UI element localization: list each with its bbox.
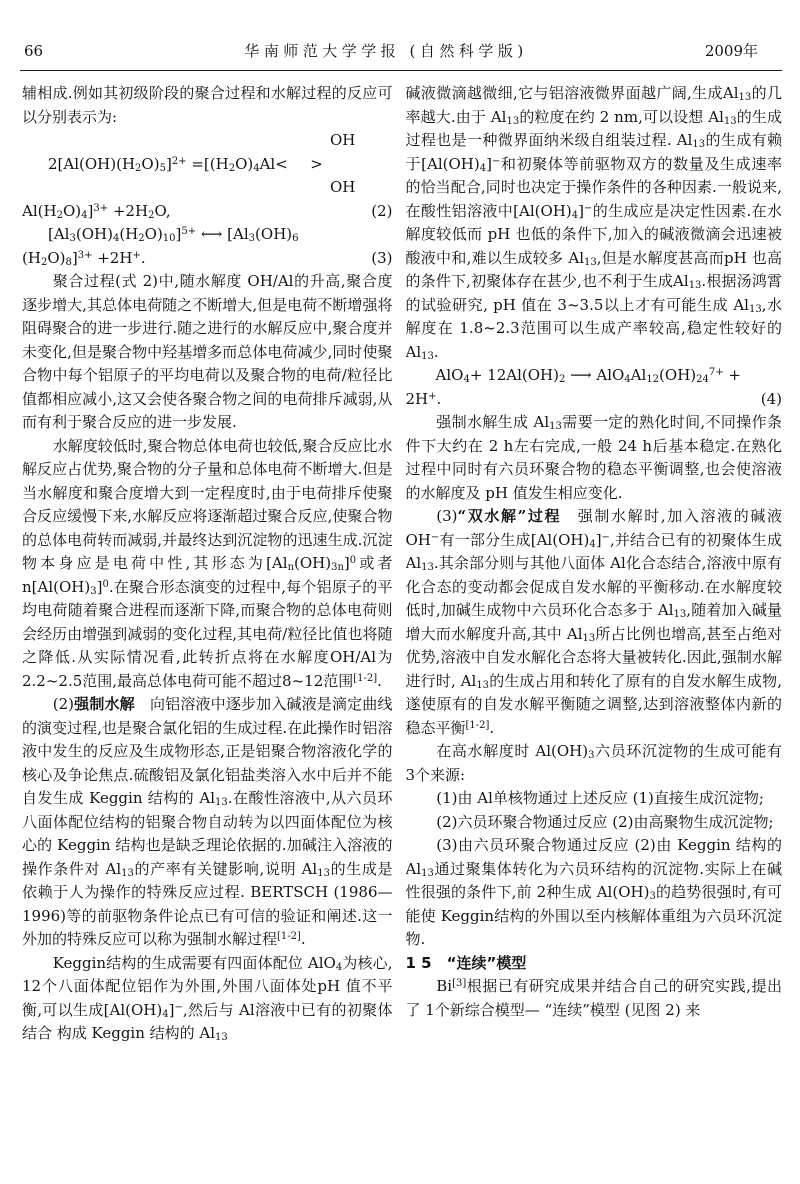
paragraph [406, 740, 783, 787]
equation-line [22, 129, 393, 153]
text-run: 水解度较低时,聚合物总体电荷也较低,聚合反应比水解反应占优势,聚合物的分子量和总体电荷不断增大.但是当水解度和聚合度增大到一定程度时,由于电荷排斥使聚合反应缓慢下来,水解反应将逐渐超过聚合反应,使聚合物的总体电荷转而减弱,并最终达到沉淀物的迅速生成.沉淀物本身应是电荷中性,其形态为$[Al_n(OH)_{3n}]^0$或者 $n[Al(OH)_3]^0$.在聚合形态演变的过程中,每个铝原子的平均电荷随着聚合进程而逐渐下降,而聚合物的总体电荷则会经历由增强到减弱的变化过程,其电荷/粒径比值也将随之降低.从实际情况看,此转折点将在水解度OH/Al为 2.2~2.5范围,最高总体电荷可能不超过8~12范围[1-2]. [22, 436, 393, 690]
text-run: 1 5 “连续”模型 [405, 953, 527, 972]
equation-number: (3) [371, 248, 393, 267]
text-run: 聚合过程(式 2)中,随水解度 OH/Al的升高,聚合度逐步增大,其总体电荷随之不断增大,但是电荷不断增强将阻碍聚合的进一步进行.随之进行的水解反应中,聚合度并未变化,但是聚合物中羟基增多而总体电荷减少,同时使聚合物中每个铝原子的平均电荷以及聚合物的电荷/粒径比值都相应减小,这又会使各聚合物之间的电荷排斥减弱,从而有利于聚合反应的进一步发展. [22, 272, 393, 431]
equation-text: $2[Al(OH)(H_2O)_5]^{2+} =[(H_2O)_4Al<$ > [48, 154, 323, 174]
equation-text: OH [330, 131, 356, 149]
equation-number: (2) [371, 201, 393, 220]
text-run: (2)六员环聚合物通过反应 (2)由高聚物生成沉淀物; [436, 812, 774, 831]
equation-number: (4) [760, 389, 782, 408]
publication-year: 2009年 [704, 42, 758, 60]
paragraph [22, 693, 393, 952]
equation-line [406, 388, 783, 412]
journal-title: 华南师范大学学报 (自然科学版) [244, 42, 528, 60]
text-run: 强制水解生成 $Al_{13}$需要一定的熟化时间,不同操作条件下大约在 2 h左右完成,一般 24 h后基本稳定.在熟化过程中同时有六员环聚合物的稳态平衡调整,也会使溶液的水解度及 pH 值发生相应变化. [405, 413, 782, 502]
equation-line [22, 223, 393, 247]
equation-line [22, 176, 393, 200]
equation-text: $AlO_4+ 12Al(OH)_2$ ⟶ $AlO_4Al_{12}(OH)_{24}^{7+}$ + [435, 366, 741, 386]
page-header [0, 0, 800, 61]
equation-text: 2H+. [405, 389, 442, 408]
text-run: Keggin结构的生成需要有四面体配位 AlO$_4$为核心, 12个八面体配位铝作为外围,外围八面体处pH 值不平衡,可以生成$[Al(OH)_4]^-$,然后与 Al溶液中已有的初聚体结合 构成 Keggin 结构的 $Al_{13}$ [22, 953, 393, 1044]
left-column [22, 82, 393, 1166]
equation-line [22, 247, 393, 271]
text-run: 辅相成.例如其初级阶段的聚合过程和水解过程的反应可以分别表示为: [22, 84, 393, 126]
paragraph [406, 975, 783, 1022]
equation-text: OH [330, 178, 356, 196]
paragraph [406, 82, 783, 364]
paragraph [22, 82, 393, 129]
text-run: (3)由六员环聚合物通过反应 (2)由 Keggin 结构的 $Al_{13}$通过聚集体转化为六员环结构的沉淀物.实际上在碱性很强的条件下,前 2种生成 $Al(OH)_3$的趋势很强时,有可能使 Keggin结构的外围以至内核解体重组为六员环沉淀物. [405, 836, 782, 948]
equation-text: $(H_2O)_8]^{3+} +2H^+$. [22, 248, 146, 268]
text-run: (3)“双水解”过程 强制水解时,加入溶液的碱液 OH−有一部分生成$[Al(OH)_4]^-$,并结合已有的初聚体生成 $Al_{13}$.其余部分则与其他八面体 Al化合态结合,溶液中原有化合态的变动都会促成自发水解的平衡移动.在水解度较低时,加碱生成物中六员环化合态多于 $Al_{13}$,随着加入碱量增大而水解度升高,其中 $Al_{13}$所占比例也增高,甚至占绝对优势,溶液中自发水解化合态将大量被转化.因此,强制水解进行时, $Al_{13}$的生成占用和转化了原有的自发水解生成物,遂使原有的自发水解平衡随之调整,达到溶液整体内新的稳态平衡[1-2]. [405, 507, 782, 737]
equation-line [406, 364, 783, 388]
section-heading [406, 952, 783, 976]
paragraph [22, 952, 393, 1046]
equation-text: $Al(H_2O)_4]^{3+} +2H_2O$, [22, 201, 171, 221]
text-run: 在高水解度时 $Al(OH)_3$六员环沉淀物的生成可能有 3个来源: [405, 742, 782, 784]
equation-line [22, 200, 393, 224]
text-run: (1)由 Al单核物通过上述反应 (1)直接生成沉淀物; [436, 789, 764, 807]
equation-line [22, 153, 393, 177]
page-number: 66 [24, 42, 44, 60]
paragraph [406, 505, 783, 740]
paragraph [406, 411, 783, 505]
text-run: 碱液微滴越微细,它与铝溶液微界面越广阔,生成$Al_{13}$的几率越大.由于 $Al_{13}$的粒度在约 2 nm,可以设想 $Al_{13}$的生成过程也是一种微界面纳米级自组装过程. $Al_{13}$的生成有赖于$[Al(OH)_4]^-$和初聚体等前驱物双方的数量及生成速率的恰当配合,同时也决定于操作条件的各种因素.一般说来,在酸性铝溶液中$[Al(OH)_4]^-$的生成应是决定性因素.在水解度较低而 pH 也低的条件下,加入的碱液微滴会迅速被酸液中和,难以生成较多 $Al_{13}$,但是水解度甚高而pH 也高的条件下,初聚体存在甚少,也不利于生成$Al_{13}$.根据汤鸿霄的试验研究, pH 值在 3~3.5以上才有可能生成 $Al_{13}$,水解度在 1.8~2.3范围可以生成产率较高,稳定性较好的 $Al_{13}$. [405, 84, 782, 362]
paragraph [406, 834, 783, 952]
paragraph [406, 787, 783, 811]
equation-text: $[Al_3(OH)_4(H_2O)_{10}]^{5+}$ ⟷ [$Al_3(OH)_6$ [48, 225, 299, 245]
text-run: (2)强制水解 向铝溶液中逐步加入碱液是滴定曲线的演变过程,也是聚合氯化铝的生成过程.在此操作时铝溶液中发生的反应及生成物形态,正是铝聚合物溶液化学的核心及争论焦点.硫酸铝及氯化铝盐类溶入水中后并不能自发生成 Keggin 结构的 $Al_{13}$.在酸性溶液中,从六员环八面体配位结构的铝聚合物自动转为以四面体配位为核心的 Keggin 结构也是缺乏理论依据的.加碱注入溶液的操作条件对 $Al_{13}$的产率有关键影响,说明 $Al_{13}$的生成是依赖于人为操作的特殊反应过程. BERTSCH (1986—1996)等的前驱物条件论点已有可信的验证和阐述.这一外加的特殊反应可以称为强制水解过程[1-2]. [22, 695, 393, 948]
paragraph [406, 811, 783, 835]
paragraph [22, 270, 393, 435]
right-column [406, 82, 783, 1166]
text-run: Bi[3]根据已有研究成果并结合自己的研究实践,提出了 1个新综合模型— “连续”模型 (见图 2) 来 [405, 977, 782, 1019]
two-column-body [0, 71, 800, 1166]
paragraph [22, 435, 393, 694]
